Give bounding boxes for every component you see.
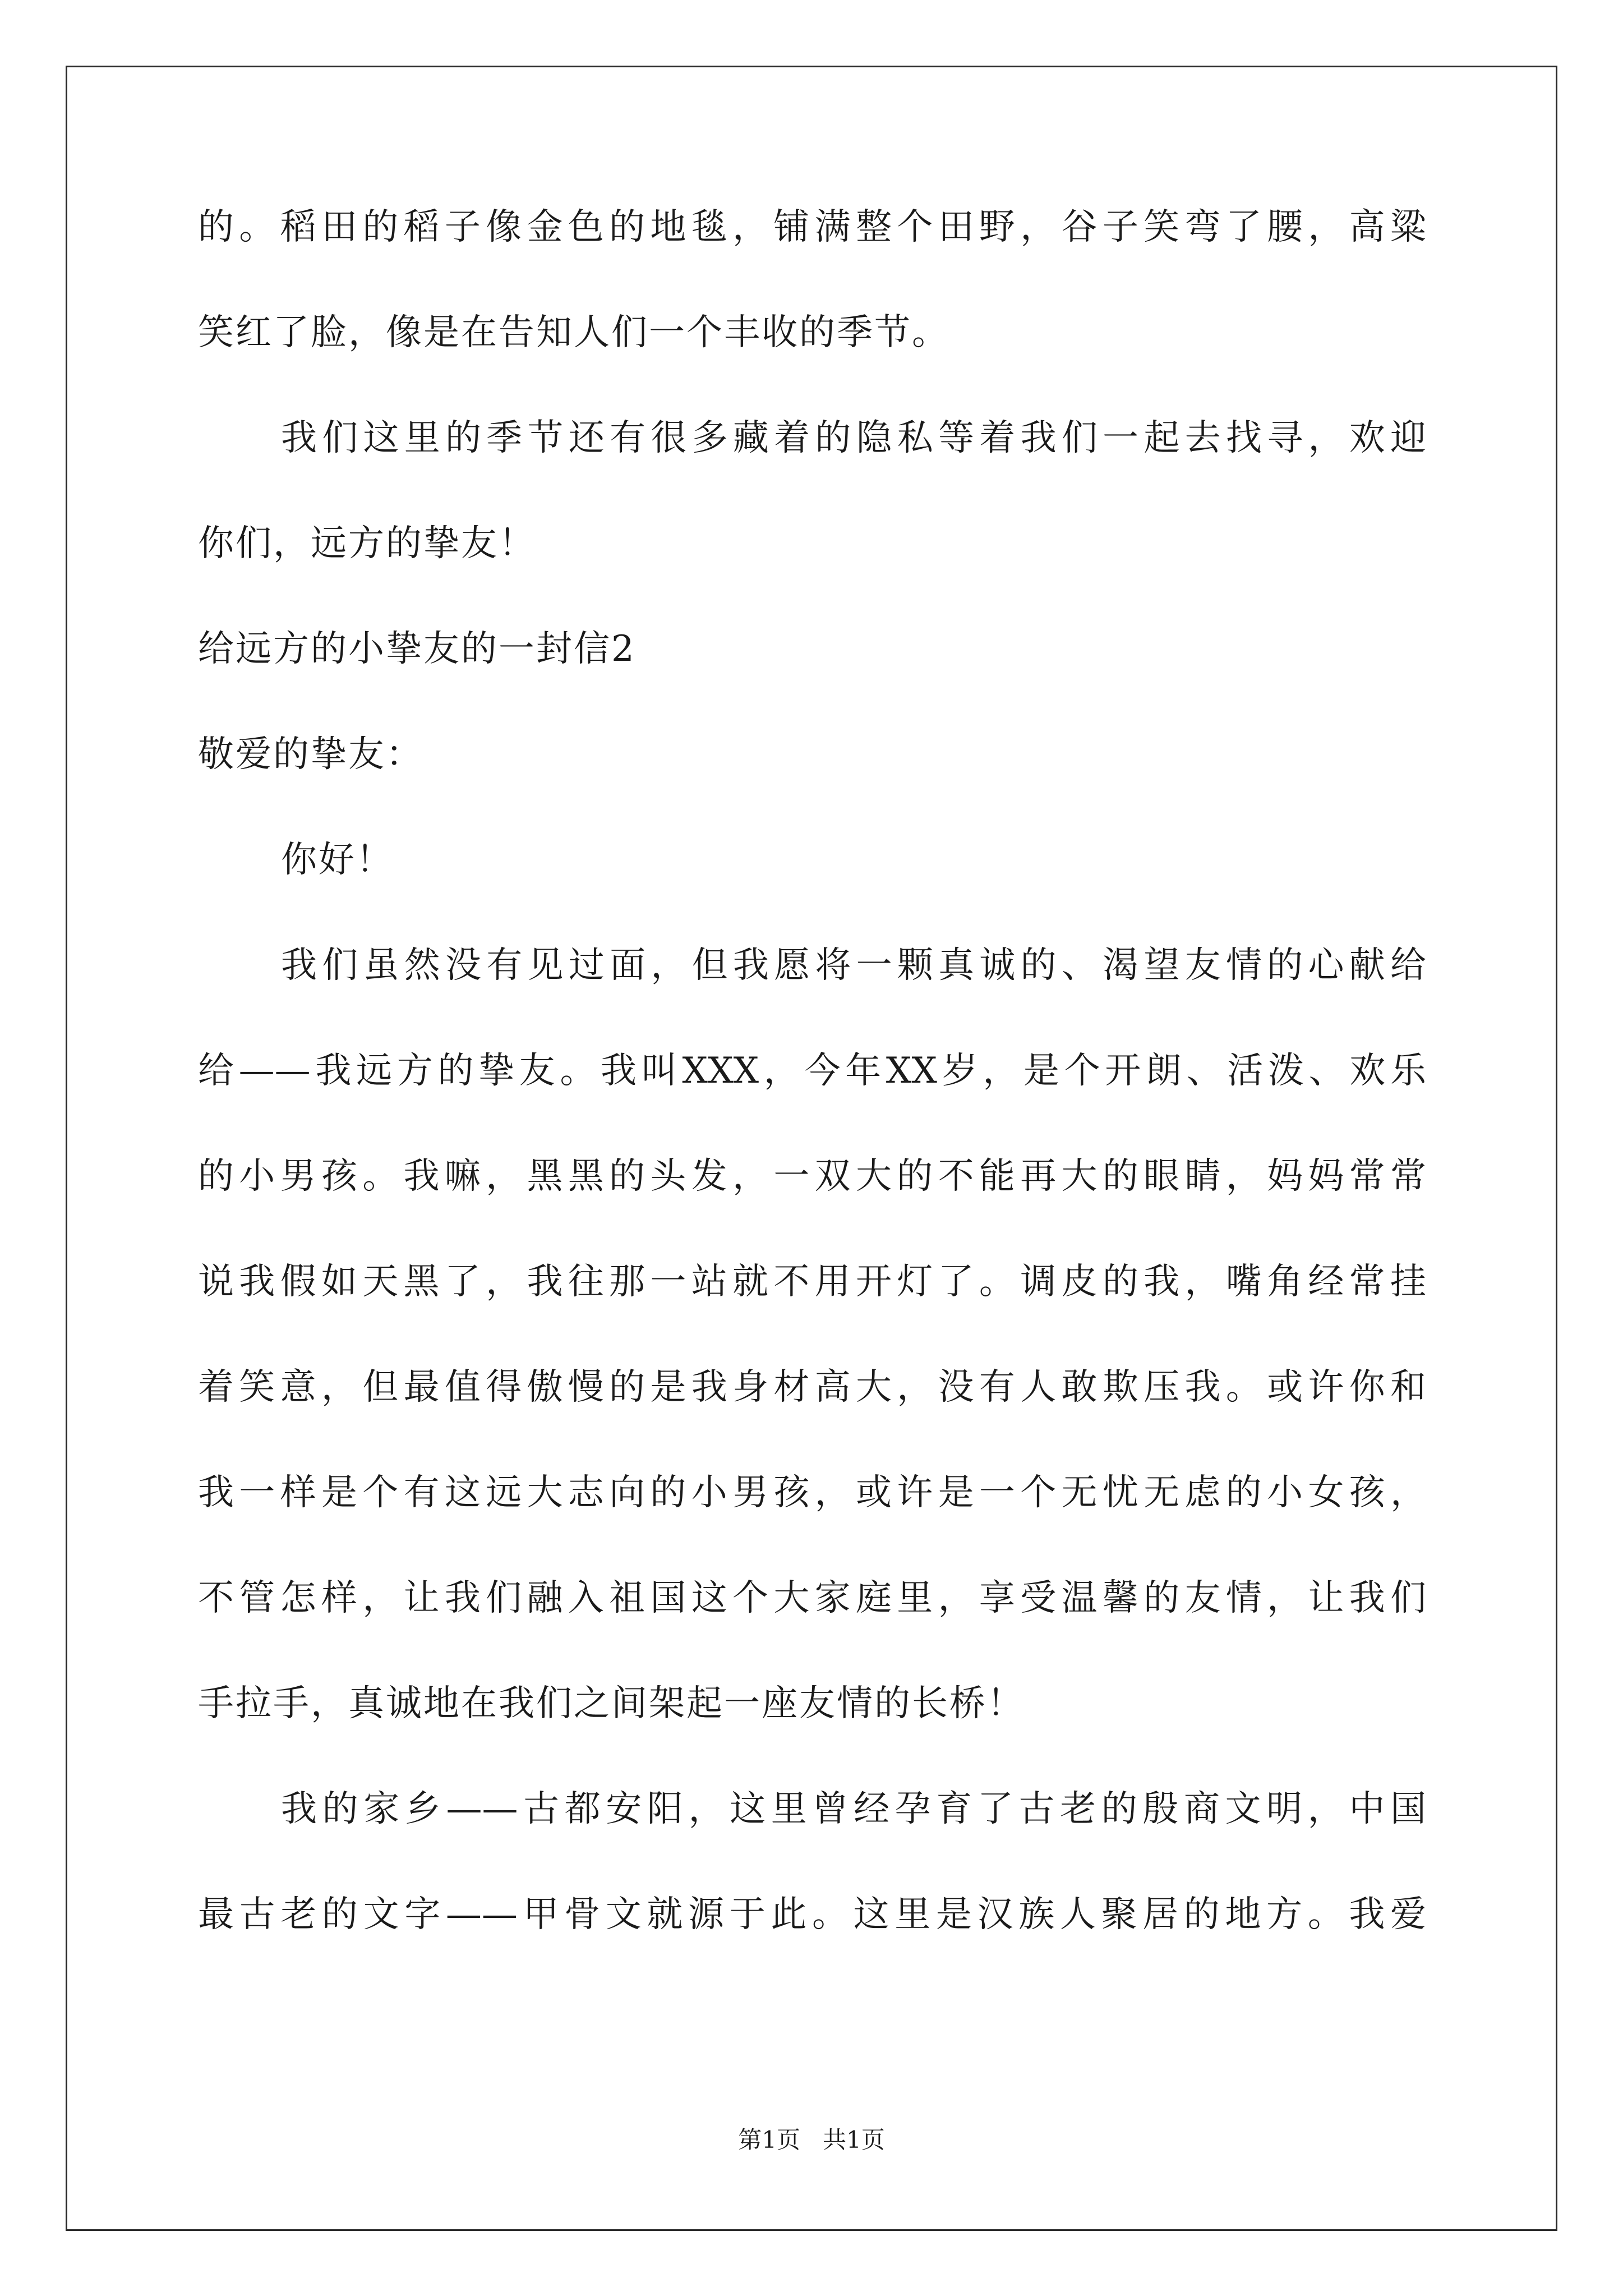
paragraph-line: 给——我远方的挚友。我叫XXX，今年XX岁，是个开朗、活泼、欢乐	[198, 1050, 1426, 1092]
paragraph-line: 最古老的文字——甲骨文就源于此。这里是汉族人聚居的地方。我爱	[198, 1894, 1426, 1935]
paragraph-line: 我的家乡——古都安阳，这里曾经孕育了古老的殷商文明，中国	[281, 1788, 1426, 1830]
salutation: 敬爱的挚友：	[198, 734, 423, 775]
paragraph-line: 我们虽然没有见过面，但我愿将一颗真诚的、渴望友情的心献给	[281, 945, 1426, 986]
page-number-footer: 第1页 共1页	[738, 2126, 885, 2154]
paragraph-line: 你们，远方的挚友！	[198, 523, 536, 564]
letter-title: 给远方的小挚友的一封信2	[198, 628, 636, 670]
paragraph-line: 的小男孩。我嘛，黑黑的头发，一双大的不能再大的眼睛，妈妈常常	[198, 1156, 1426, 1197]
paragraph-line: 的。稻田的稻子像金色的地毯，铺满整个田野，谷子笑弯了腰，高粱	[198, 206, 1426, 248]
paragraph-line: 着笑意，但最值得傲慢的是我身材高大，没有人敢欺压我。或许你和	[198, 1366, 1426, 1408]
greeting: 你好！	[281, 839, 394, 881]
paragraph-line: 笑红了脸，像是在告知人们一个丰收的季节。	[198, 312, 949, 353]
paragraph-line: 我一样是个有这远大志向的小男孩，或许是一个无忧无虑的小女孩，	[198, 1472, 1426, 1513]
paragraph-line: 手拉手，真诚地在我们之间架起一座友情的长桥！	[198, 1683, 1025, 1724]
paragraph-line: 我们这里的季节还有很多藏着的隐私等着我们一起去找寻，欢迎	[281, 417, 1426, 459]
paragraph-line: 说我假如天黑了，我往那一站就不用开灯了。调皮的我，嘴角经常挂	[198, 1261, 1426, 1303]
paragraph-line: 不管怎样，让我们融入祖国这个大家庭里，享受温馨的友情，让我们	[198, 1577, 1426, 1619]
